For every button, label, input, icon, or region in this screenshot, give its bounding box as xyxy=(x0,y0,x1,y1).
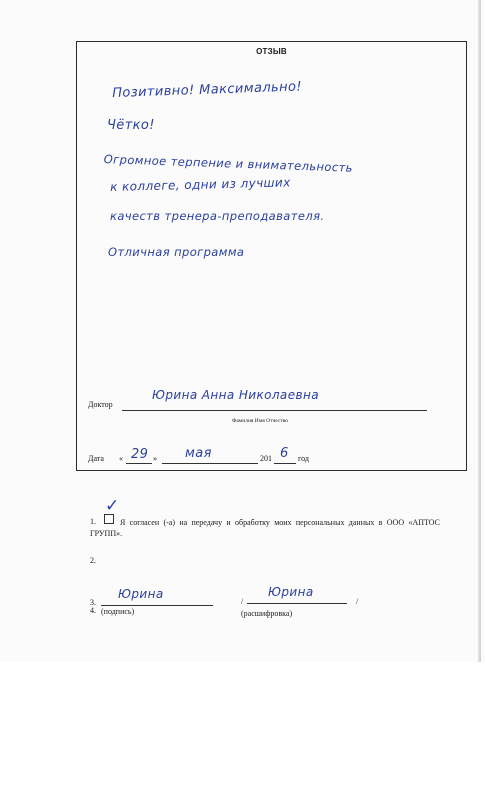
feedback-line-4: к коллеге, одни из лучших xyxy=(110,175,291,194)
doctor-label: Доктор xyxy=(88,400,113,409)
date-year-handwritten: 6 xyxy=(280,446,289,461)
sheet-edge xyxy=(478,0,481,662)
decipher-caption: (расшифровка) xyxy=(241,609,293,618)
feedback-line-1: Позитивно! Максимально! xyxy=(112,79,303,101)
date-close-quote: » xyxy=(153,454,157,463)
consent-item-4-number: 4. xyxy=(90,606,96,615)
decipher-handwritten: Юрина xyxy=(268,585,314,599)
consent-item-2-number: 2. xyxy=(90,556,96,565)
signature-caption: (подпись) xyxy=(101,607,135,616)
form-title: ОТЗЫВ xyxy=(256,47,287,56)
slash-left: / xyxy=(241,597,244,606)
doctor-name-handwritten: Юрина Анна Николаевна xyxy=(152,388,319,402)
check-mark-icon: ✓ xyxy=(105,496,120,516)
consent-item-3-number: 3. xyxy=(90,598,96,607)
slash-right: / xyxy=(356,597,359,606)
fio-caption: Фамилия Имя Отчество xyxy=(232,418,289,424)
date-month-handwritten: мая xyxy=(185,446,212,461)
consent-item-1-number: 1. xyxy=(90,517,96,526)
doctor-name-line xyxy=(122,401,427,411)
feedback-line-6: Отличная программа xyxy=(108,245,245,259)
feedback-line-5: качеств тренера-преподавателя. xyxy=(110,209,325,223)
date-year-prefix: 201 xyxy=(260,454,272,463)
consent-item-1-text: Я согласен (-а) на передачу и обработку моих персональных данных в ООО «АПТОС ГРУПП». xyxy=(90,518,440,538)
date-year-word: год xyxy=(298,454,309,463)
date-label: Дата xyxy=(88,454,104,463)
signature-handwritten: Юрина xyxy=(118,587,164,601)
feedback-line-2: Чётко! xyxy=(107,118,155,133)
feedback-line-3: Огромное терпение и внимательность xyxy=(103,152,354,175)
date-open-quote: « xyxy=(119,454,123,463)
date-day-handwritten: 29 xyxy=(131,447,149,462)
